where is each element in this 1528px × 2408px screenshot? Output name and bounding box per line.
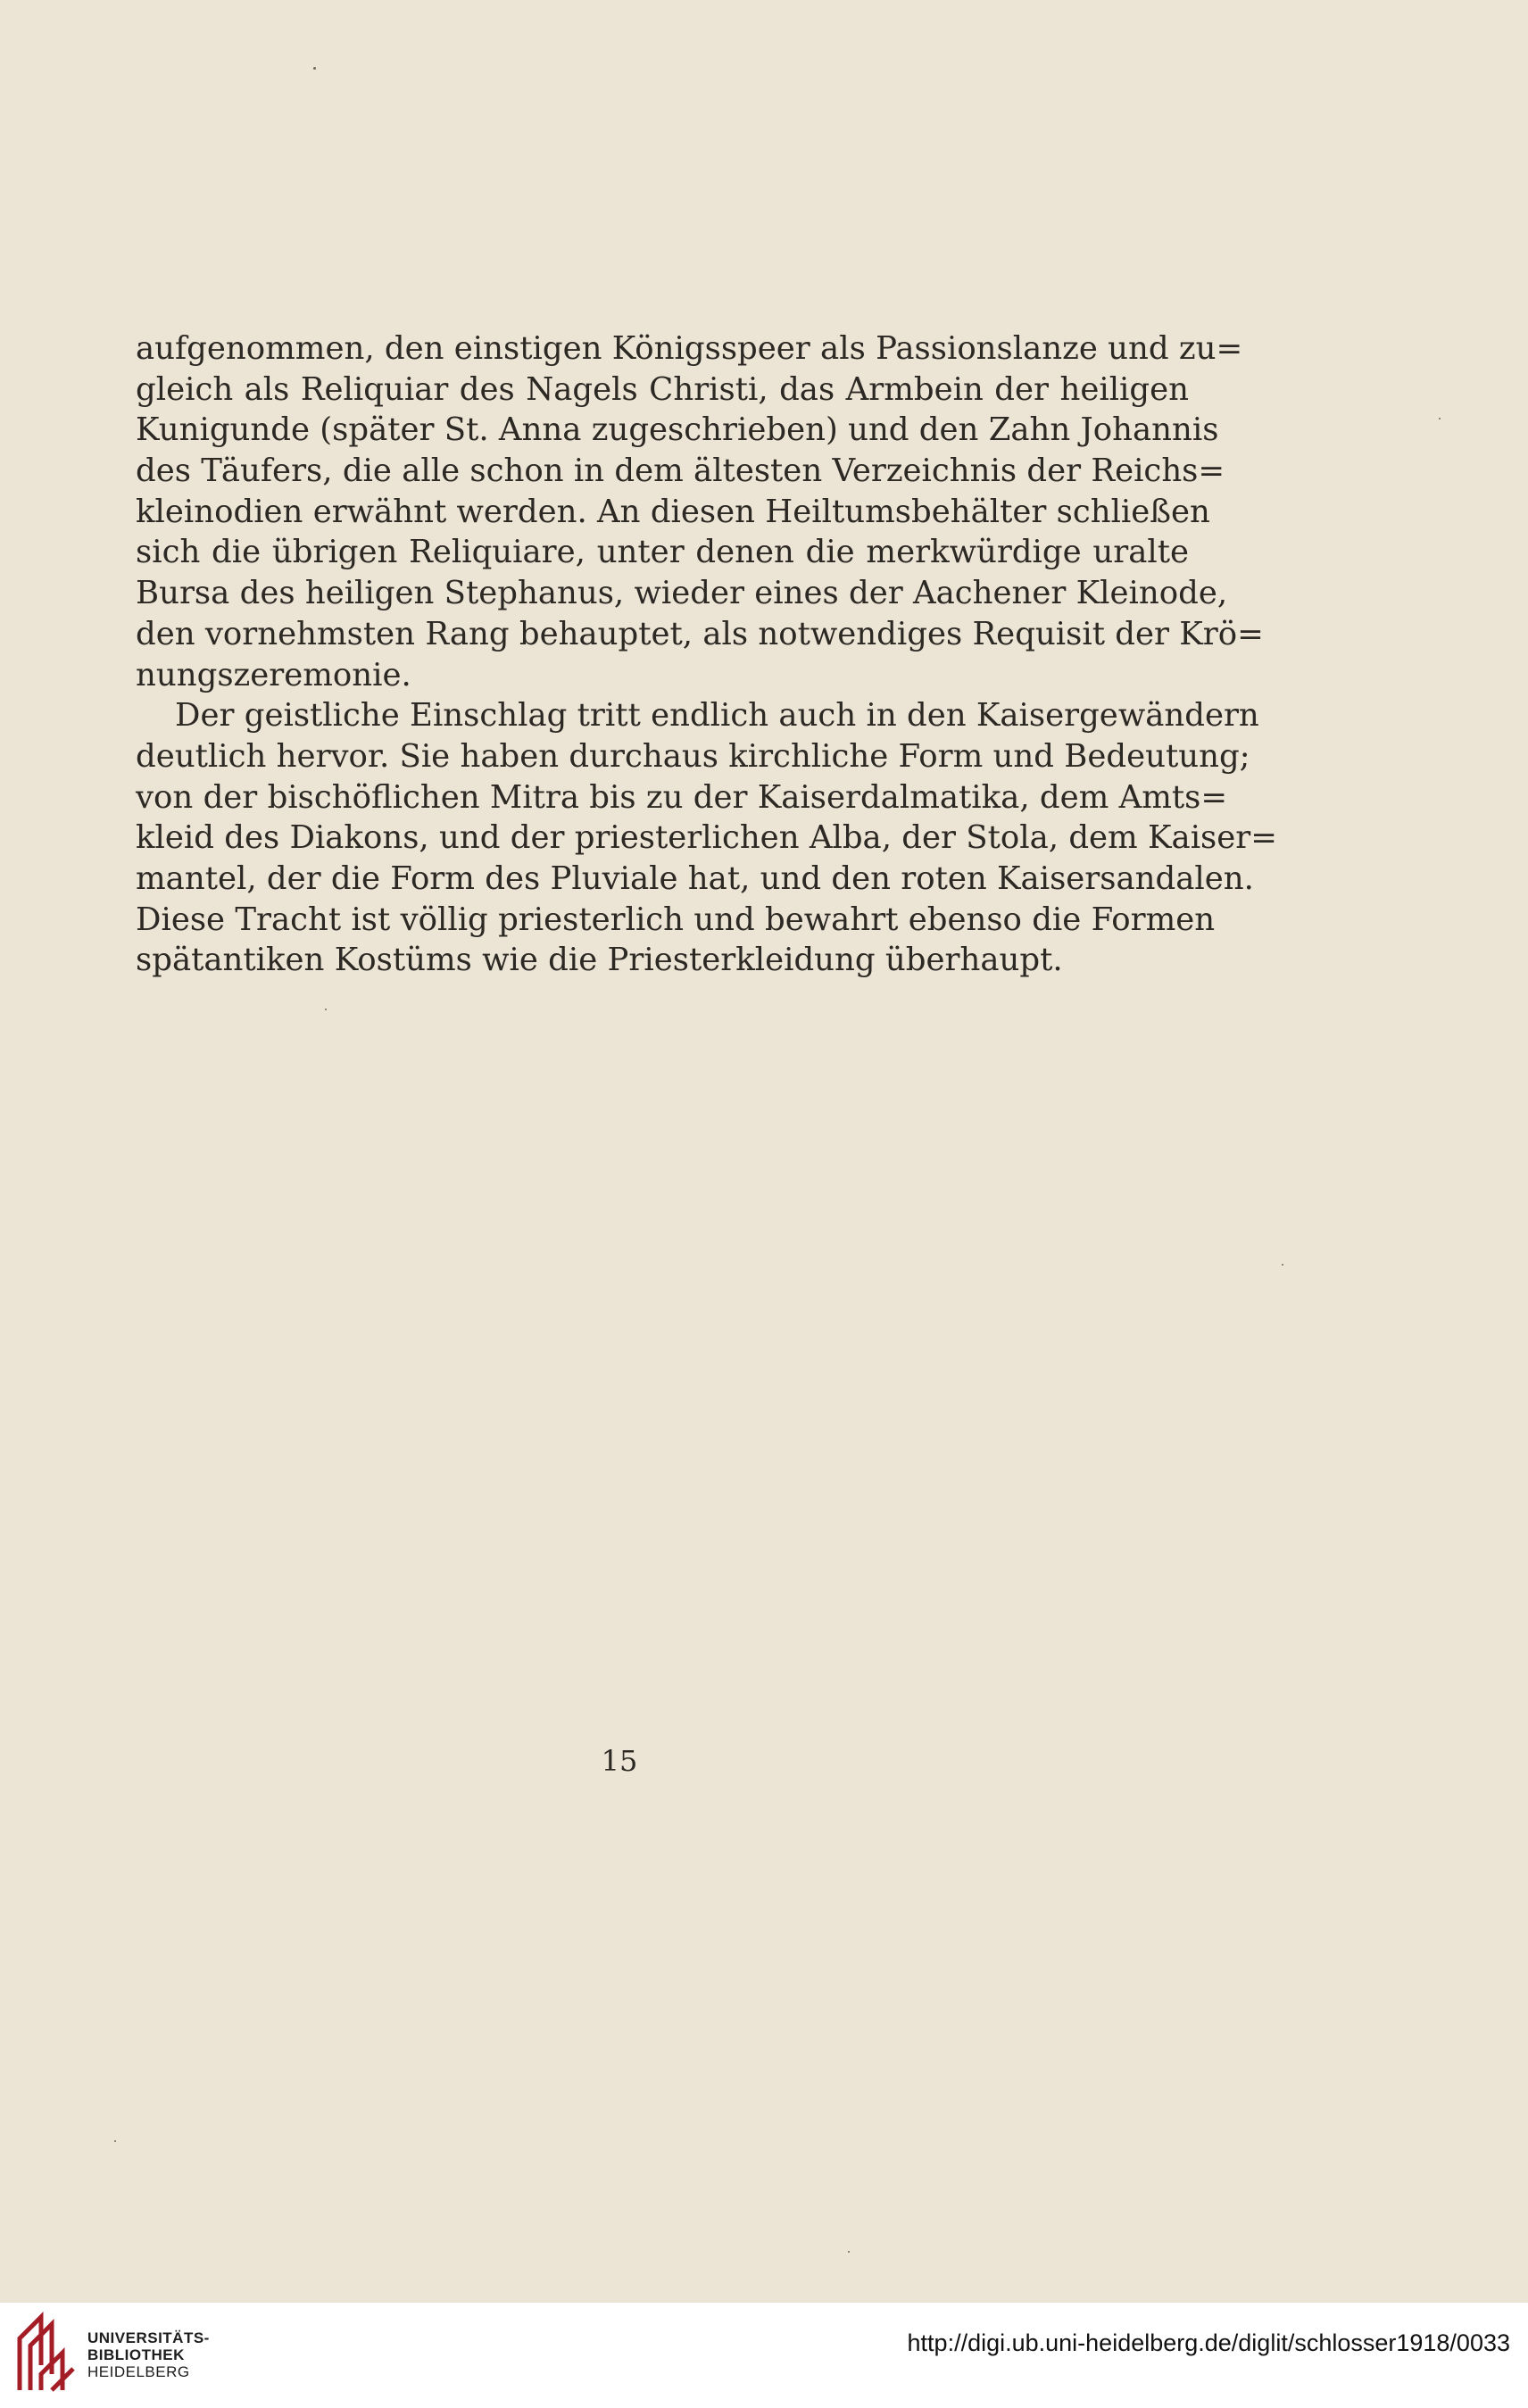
source-url-link[interactable]: http://digi.ub.uni-heidelberg.de/diglit/schlosser1918/0033 <box>907 2329 1510 2356</box>
paper-speck <box>1439 418 1441 419</box>
text-line: Diese Tracht ist völlig priesterlich und bewahrt ebenso die Formen <box>136 901 1216 938</box>
paper-speck <box>1282 1264 1283 1266</box>
text-line: nungszeremonie. <box>136 656 411 693</box>
text-line: gleich als Reliquiar des Nagels Christi, das Armbein der heiligen <box>136 370 1189 408</box>
paper-speck <box>313 67 316 70</box>
text-line: den vornehmsten Rang behauptet, als notwendiges Requisit der Krö= <box>136 615 1264 652</box>
paragraph-2 <box>136 695 1277 981</box>
text-line: Der geistliche Einschlag tritt endlich auch in den Kaisergewändern <box>175 697 1259 735</box>
text-line: Kunigunde (später St. Anna zugeschrieben) und den Zahn Johannis <box>136 411 1219 449</box>
text-line: sich die übrigen Reliquiare, unter denen die merkwürdige uralte <box>136 534 1189 571</box>
text-line: spätantiken Kostüms wie die Priesterkleidung überhaupt. <box>136 942 1063 979</box>
library-name-line: BIBLIOTHEK <box>87 2346 185 2363</box>
paper-speck <box>325 1009 327 1010</box>
paper-speck <box>114 2140 116 2142</box>
text-line: des Täufers, die alle schon in dem ältesten Verzeichnis der Reichs= <box>136 453 1225 490</box>
text-line: mantel, der die Form des Pluviale hat, und den roten Kaisersandalen. <box>136 859 1254 897</box>
text-line: kleinodien erwähnt werden. An diesen Heiltumsbehälter schließen <box>136 493 1210 530</box>
library-name <box>87 2329 210 2380</box>
page-number: 15 <box>601 1744 638 1778</box>
ub-heidelberg-logo-icon <box>14 2312 77 2397</box>
text-line: kleid des Diakons, und der priesterlichen Alba, der Stola, dem Kaiser= <box>136 819 1277 857</box>
text-line: von der bischöflichen Mitra bis zu der Kaiserdalmatika, dem Amts= <box>136 778 1228 816</box>
text-line: aufgenommen, den einstigen Königsspeer als Passionslanze und zu= <box>136 330 1243 367</box>
paragraph-1 <box>136 328 1264 695</box>
text-line: Bursa des heiligen Stephanus, wieder eines der Aachener Kleinode, <box>136 575 1228 612</box>
paper-speck <box>848 2251 850 2253</box>
text-line: deutlich hervor. Sie haben durchaus kirchliche Form und Bedeutung; <box>136 737 1250 775</box>
library-name-line: UNIVERSITÄTS- <box>87 2329 210 2346</box>
body-text <box>136 328 1277 981</box>
digitization-footer <box>0 2303 1528 2408</box>
library-name-line: HEIDELBERG <box>87 2363 190 2380</box>
